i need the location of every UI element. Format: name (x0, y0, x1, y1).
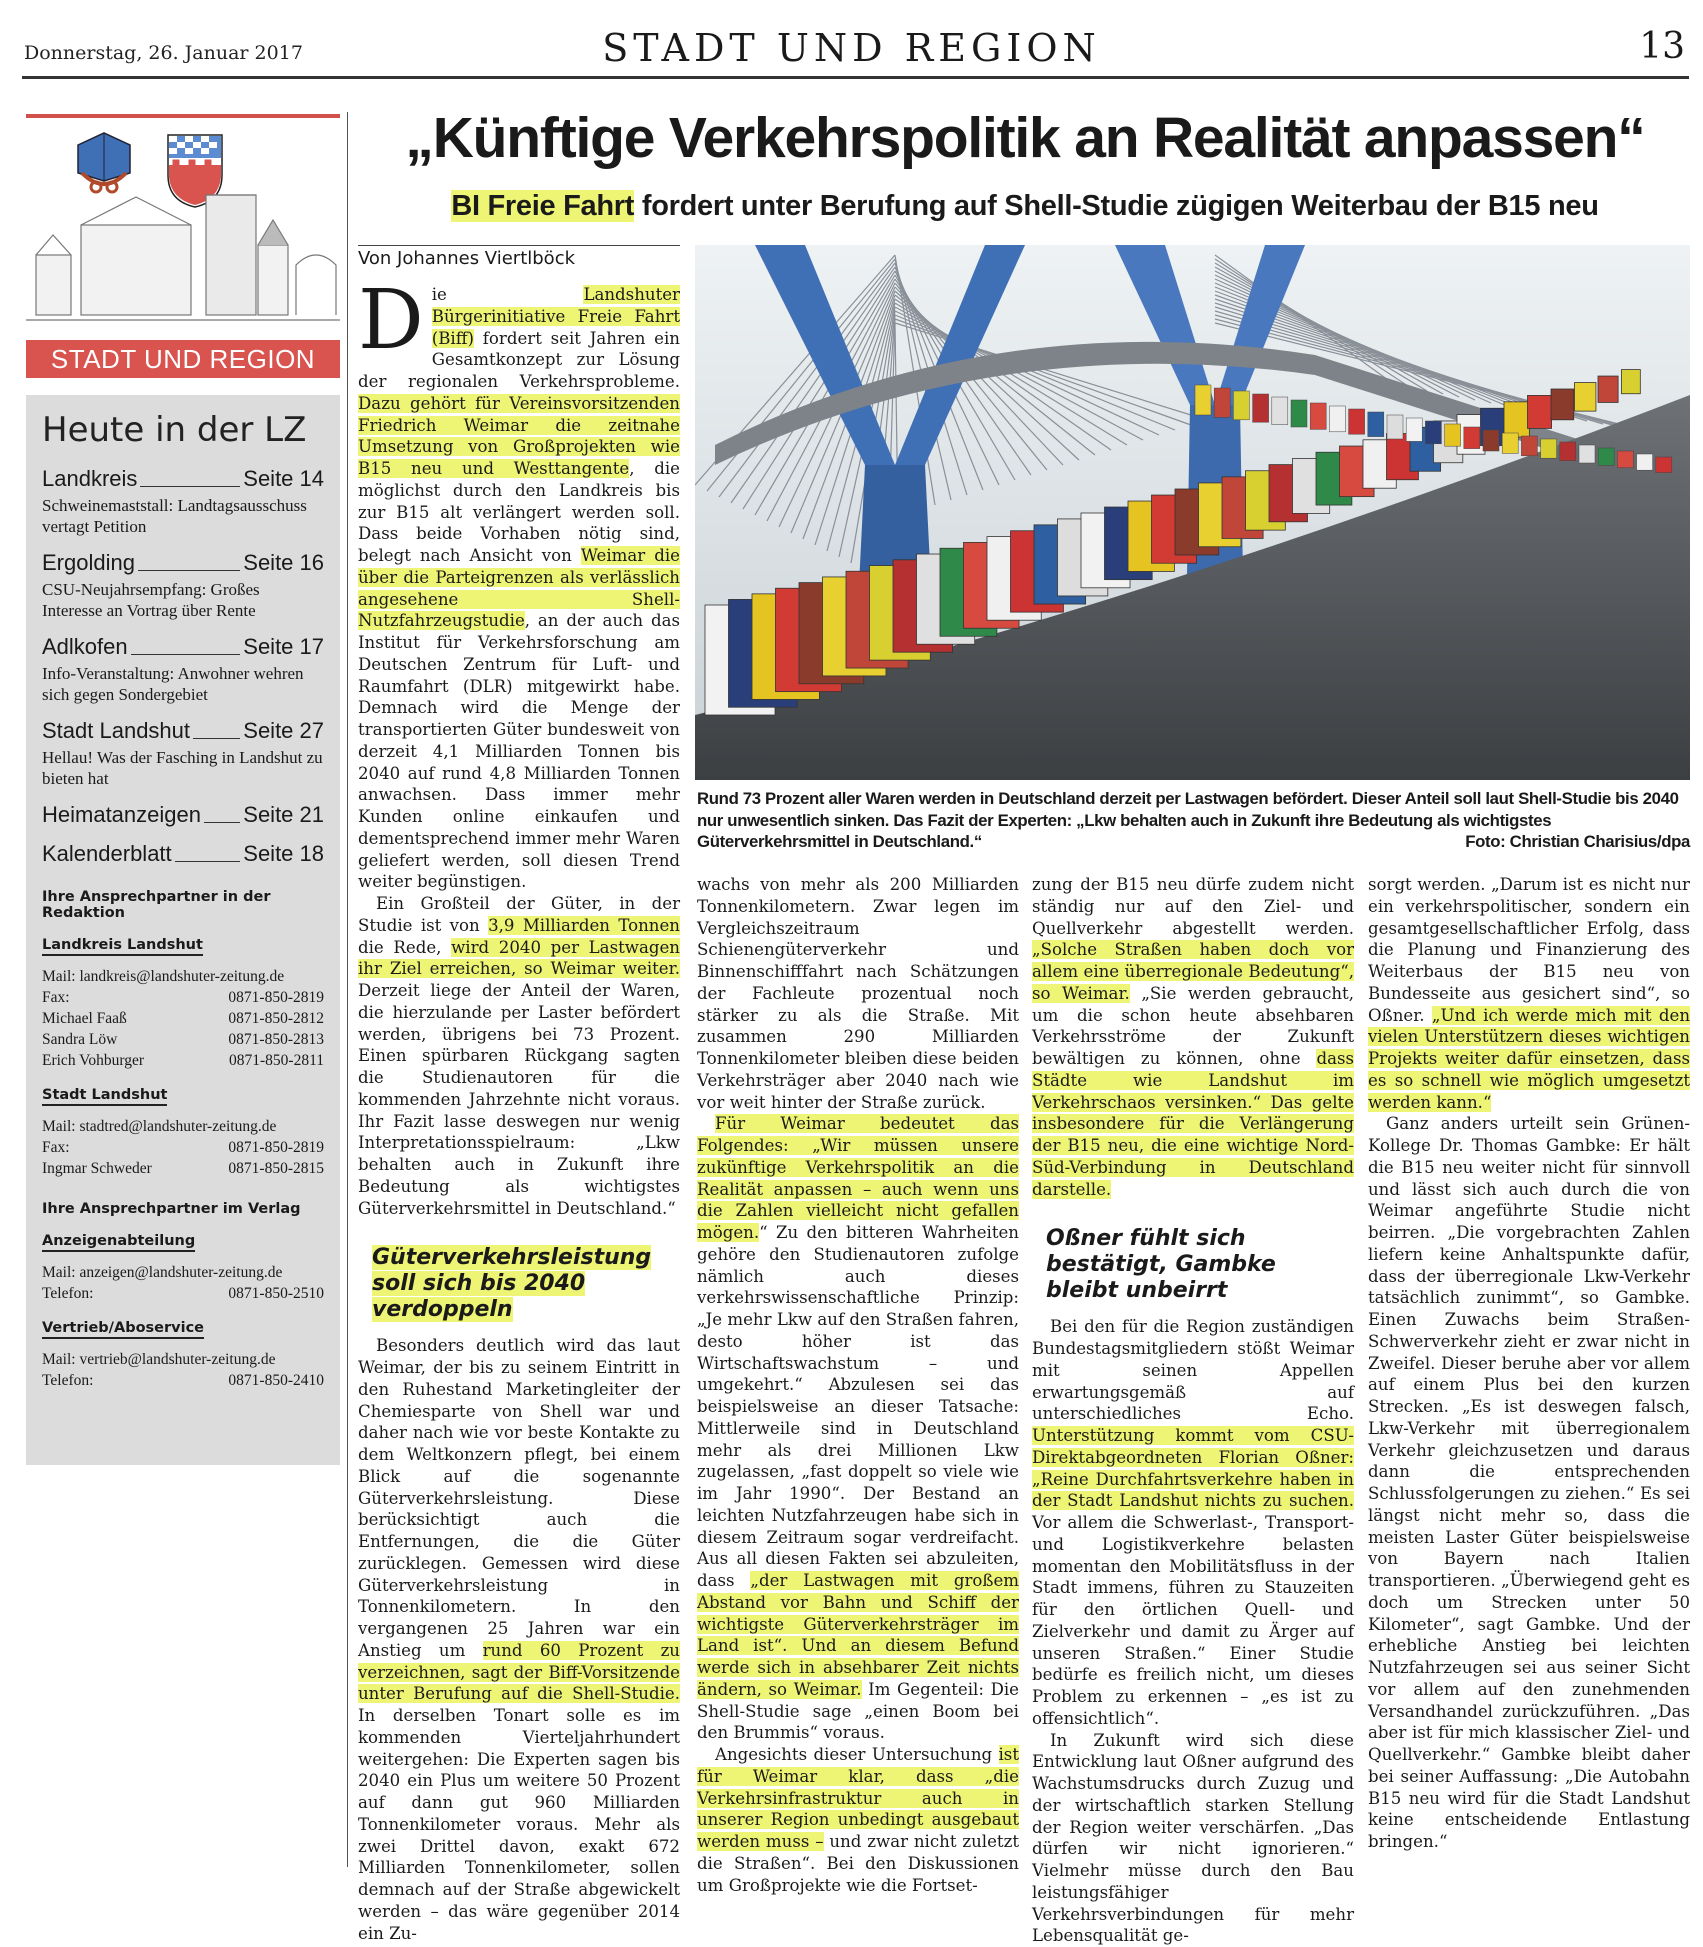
contact-name: Telefon: (42, 1283, 93, 1304)
contact-row (42, 1029, 324, 1050)
sidebar-toc-item[interactable] (42, 802, 324, 828)
contact-row (42, 987, 324, 1008)
truck-shape (1253, 394, 1269, 422)
contact-block (42, 966, 324, 1071)
article-paragraph (1032, 874, 1354, 1200)
contact-phone: 0871-850-2410 (228, 1370, 324, 1391)
truck-shape (1598, 448, 1614, 465)
issue-date: Donnerstag, 26. Januar 2017 (24, 42, 303, 64)
contact-block (42, 1349, 324, 1391)
truck-shape (1368, 412, 1384, 437)
article-paragraph (697, 1113, 1019, 1744)
sidebar-toc-item[interactable] (42, 550, 324, 621)
sidebar-toc-item[interactable] (42, 718, 324, 789)
article-paragraph (1032, 1316, 1354, 1729)
article-subheading (1032, 1226, 1354, 1304)
highlighted-text: Landshuter Bürgerinitiative Freie Fahrt (Biff) (432, 285, 680, 348)
byline: Von Johannes Viertlböck (358, 248, 575, 269)
truck-shape (1656, 457, 1672, 473)
contact-row (42, 1050, 324, 1071)
truck-shape (1617, 451, 1633, 468)
article-paragraph (358, 1335, 680, 1944)
highlighted-text: Güterverkehrsleistung soll sich bis 2040 verdoppeln (372, 1245, 651, 1322)
highlighted-text: 3,9 Milliarden Tonnen (488, 916, 680, 935)
toc-page: Seite 16 (243, 550, 324, 576)
contact-section-heading: Ihre Ansprechpartner in der Redaktion (42, 889, 324, 921)
truck-shape (1349, 409, 1365, 434)
article-column-4 (1368, 874, 1690, 1853)
article-photo-bridge-trucks (695, 245, 1690, 780)
section-banner: STADT UND REGION (26, 340, 340, 378)
header-rule (22, 76, 1689, 79)
toc-page: Seite 27 (243, 718, 324, 744)
text-run: fordert seit Jahren ein Gesamtkonzept zur Lösung der regionalen Verkehrsprobleme. (358, 329, 680, 392)
contact-name: Sandra Löw (42, 1029, 117, 1050)
contact-phone: 0871-850-2510 (228, 1283, 324, 1304)
toc-leader-line (140, 486, 240, 487)
sidebar-toc-item[interactable] (42, 634, 324, 705)
toc-page: Seite 17 (243, 634, 324, 660)
toc-label: Heimatanzeigen (42, 802, 201, 828)
article-headline: „Künftige Verkehrspolitik an Realität anpassen“ (360, 105, 1690, 171)
highlighted-text: rund 60 Prozent zu verzeichnen, sagt der Biff-Vorsitzende unter Berufung auf die Shell-Studie. (358, 1641, 680, 1704)
subhead-highlight: BI Freie Fahrt (451, 190, 634, 222)
text-run: und zwar nicht zuletzt die Straßen“. Bei den Diskussionen um Großprojekte wie die Fortset- (697, 1832, 1019, 1895)
contact-row (42, 1283, 324, 1304)
truck-shape (1464, 427, 1480, 449)
contact-name: Fax: (42, 1137, 70, 1158)
text-run: Oßner fühlt sich bestätigt, Gambke bleibt unbeirrt (1046, 1226, 1276, 1303)
toc-description: CSU-Neujahrsempfang: Großes Interesse an Vortrag über Rente (42, 579, 324, 621)
contact-row (42, 1370, 324, 1391)
truck-shape (1483, 430, 1499, 451)
highlighted-text: ist für Weimar klar, dass „die Verkehrsinfrastruktur auch in unserer Region unbedingt ausgebaut werden muss – (697, 1745, 1019, 1851)
truck-shape (1233, 391, 1249, 420)
toc-leader-line (131, 654, 241, 655)
truck-shape (1541, 439, 1557, 458)
contact-block (42, 1116, 324, 1179)
truck-shape (1445, 424, 1461, 446)
article-column-3 (1032, 874, 1354, 1947)
text-run: Bei den für die Region zuständigen Bundestagsmitgliedern stößt Weimar mit seinen Appellen erwartungsgemäß auf unterschiedliches Echo. (1032, 1317, 1354, 1423)
highlighted-text: wird 2040 per Lastwagen ihr Ziel erreichen, so Weimar weiter. (358, 938, 680, 979)
toc-description: Hellau! Was der Fasching in Landshut zu bieten hat (42, 747, 324, 789)
truck-shape (1387, 415, 1403, 439)
text-run: zung der B15 neu dürfe zudem nicht ständig nur auf den Ziel- und Quellverkehr abgestellt werden. (1032, 875, 1354, 938)
text-run: „Sie werden gebraucht, um die schon heute absehbaren Verkehrsströme der Zukunft bewältigen zu können, ohne (1032, 984, 1354, 1068)
photo-credit: Foto: Christian Charisius/dpa (1465, 831, 1690, 853)
contact-group-heading: Vertrieb/Aboservice (42, 1320, 204, 1339)
truck-shape (1310, 403, 1326, 429)
truck-shape (1622, 370, 1641, 394)
truck-shape (1291, 400, 1307, 427)
toc-description: Schweinemaststall: Landtagsausschuss vertagt Petition (42, 495, 324, 537)
toc-leader-line (193, 738, 240, 739)
toc-page: Seite 14 (243, 466, 324, 492)
contact-section-heading: Ihre Ansprechpartner im Verlag (42, 1201, 324, 1217)
truck-shape (1195, 385, 1211, 415)
sidebar-toc-item[interactable] (42, 841, 324, 867)
contact-name: Erich Vohburger (42, 1050, 144, 1071)
sidebar-title: Heute in der LZ (42, 410, 306, 450)
text-run: Im Gegenteil: Die Shell-Studie sage „einen Boom bei den Brummis“ voraus. (697, 1680, 1019, 1743)
drop-cap: D (358, 288, 424, 354)
toc-leader-line (138, 570, 240, 571)
text-run: , an der auch das Institut für Verkehrsforschung am Deutschen Zentrum für Luft- und Raumfahrt (DLR) mitgewirkt habe. Demnach wird die Menge der transportierten Güter bundesweit von derzeit 4,1 Milliarden Tonnen bis 2040 auf rund 4,8 Milliarden Tonnen anwachsen. Dass immer mehr Kunden online einkaufen und dementsprechend immer mehr Waren geliefert werden, soll diesen Trend weiter begünstigen. (358, 611, 680, 891)
contact-phone: 0871-850-2819 (228, 1137, 324, 1158)
contact-phone: 0871-850-2819 (228, 987, 324, 1008)
contact-row (42, 1137, 324, 1158)
article-subheading (358, 1245, 680, 1323)
byline-rule (358, 245, 680, 246)
toc-leader-line (175, 861, 241, 862)
contact-email-link[interactable]: Mail: anzeigen@landshuter-zeitung.de (42, 1262, 324, 1283)
contact-name: Michael Faaß (42, 1008, 127, 1029)
text-run: sorgt werden. „Darum ist es nicht nur ein verkehrspolitischer, sondern ein gesamtgesellschaftlicher Erfolg, dass die Planung und Finanzierung des Weiterbaus der B15 neu von Bundesseite aus gesichert sind“, so Oßner. (1368, 875, 1690, 1025)
truck-shape (1502, 433, 1518, 453)
article-paragraph (1368, 1113, 1690, 1853)
article-paragraph (358, 284, 680, 893)
toc-label: Kalenderblatt (42, 841, 172, 867)
truck-shape (1575, 383, 1596, 412)
toc-page: Seite 21 (243, 802, 324, 828)
truck-shape (1598, 376, 1618, 402)
contact-phone: 0871-850-2812 (228, 1008, 324, 1029)
highlighted-text: „Solche Straßen haben doch vor allem eine überregionale Bedeutung“, so Weimar. (1032, 940, 1354, 1003)
text-run: In Zukunft wird sich diese Entwicklung laut Oßner aufgrund des Wachstumsdrucks durch Zuzug und der wirtschaftlich starken Stellung der Region weiter verschärfen. „Das dürfen wir nicht ignorieren.“ Vielmehr müsse durch den Bau leistungsfähiger Verkehrsverbindungen für mehr Lebensqualität ge- (1032, 1731, 1354, 1946)
article-column-1 (358, 284, 680, 1944)
contact-phone: 0871-850-2811 (229, 1050, 324, 1071)
contact-block (42, 1262, 324, 1304)
contact-phone: 0871-850-2813 (228, 1029, 324, 1050)
highlighted-text: dass Städte wie Landshut im Verkehrschaos versinken.“ Das gelte insbesondere für die Verlängerung der B15 neu, die eine wichtige Nord-Süd-Verbindung in Deutschland darstelle. (1032, 1049, 1354, 1199)
toc-description: Info-Veranstaltung: Anwohner wehren sich gegen Sondergebiet (42, 663, 324, 705)
contact-group-heading: Stadt Landshut (42, 1087, 167, 1106)
contact-name: Ingmar Schweder (42, 1158, 152, 1179)
truck-shape (1579, 445, 1595, 463)
text-run: Angesichts dieser Untersuchung (715, 1745, 999, 1764)
text-run: “ Zu den bitteren Wahrheiten gehöre den Studienautoren zufolge nämlich auch dieses verkehrswissenschaftliche Prinzip: „Je mehr Lkw auf den Straßen fahren, desto höher ist das Wirtschaftswachstum – und umgekehrt.“ Abzulesen sei das beispielsweise an dieser Tatsache: Mittlerweile sind in Deutschland mehr als drei Millionen Lkw zugelassen, „fast doppelt so viele wie im Jahr 1990“. Der Bestand an leichten Nutzfahrzeugen habe sich in diesem Zeitraum sogar verdreifacht. Aus all diesen Fakten sei abzuleiten, dass (697, 1223, 1019, 1590)
toc-page: Seite 18 (243, 841, 324, 867)
truck-shape (1214, 388, 1230, 417)
truck-shape (1528, 395, 1552, 428)
truck-shape (1637, 454, 1653, 470)
contact-phone: 0871-850-2815 (228, 1158, 324, 1179)
text-run: Besonders deutlich wird das laut Weimar, der bis zu seinem Eintritt in den Ruhestand Marketingleiter der Chemiesparte von Shell war und daher nach wie vor beste Kontakte zu dem Weltkonzern pflegt, bei einem Blick auf die sogenannte Güterverkehrsleistung. Diese berücksichtigt auch die Entfernungen, die die Güter zurücklegen. Gemessen wird diese Güterverkehrsleistung in Tonnenkilometern. In den vergangenen 25 Jahren war ein Anstieg um (358, 1336, 680, 1660)
highlighted-text: Unterstützung kommt vom CSU-Direktabgeordneten Florian Oßner: „Reine Durchfahrtsverkehre haben in der Stadt Landshut nichts zu suchen. (1032, 1426, 1354, 1510)
toc-label: Stadt Landshut (42, 718, 190, 744)
toc-leader-line (204, 822, 240, 823)
contact-email-link[interactable]: Mail: stadtred@landshuter-zeitung.de (42, 1116, 324, 1137)
photo-caption (697, 788, 1690, 853)
article-paragraph (1368, 874, 1690, 1113)
contact-group-heading: Landkreis Landshut (42, 937, 203, 956)
truck-shape (1504, 402, 1529, 437)
text-run: Vor allem die Schwerlast-, Transport- und Logistikverkehre belasten momentan den Mobilitätsfluss in der Stadt immens, führen zu Stauzeiten für den örtlichen Quell- und Zielverkehr und damit zu Ärger auf unseren Straßen.“ Einer Studie bedürfe es freilich nicht, um dieses Problem zu erkennen – „es ist zu offensichtlich“. (1032, 1513, 1354, 1728)
contact-row (42, 1008, 324, 1029)
toc-label: Landkreis (42, 466, 137, 492)
truck-shape (1272, 397, 1288, 425)
contact-name: Telefon: (42, 1370, 93, 1391)
highlighted-text: Für Weimar bedeutet das Folgendes: „Wir müssen unsere zukünftige Verkehrspolitik an die Realität anpassen – auch wenn uns die Zahlen vielleicht nicht gefallen mögen. (697, 1114, 1019, 1242)
contact-group-heading: Anzeigenabteilung (42, 1233, 195, 1252)
text-run: Derzeit liege der Anteil der Waren, die hierzulande per Laster befördert werden, übrigens bei 73 Prozent. Einen spürbaren Rückgang sagten die Studienautoren für die kommenden Jahrzehnte nicht voraus. Ihr Fazit lasse deswegen nur wenig Interpretationsspielraum: „Lkw behalten auch in Zukunft ihre Bedeutung als wichtigstes Güterverkehrsmittel in Deutschland.“ (358, 981, 680, 1218)
text-run: In derselben Tonart solle es im kommenden Vierteljahrhundert weitergehen: Die Experten sagen bis 2040 ein Plus um weitere 50 Prozent auf dann gut 960 Milliarden Tonnenkilometer voraus. Mehr als zwei Drittel davon, exakt 672 Milliarden Tonnenkilometer, sollen demnach auf der Straße abgewickelt werden – das wäre gegenüber 2014 ein Zu- (358, 1706, 680, 1943)
text-run: wachs von mehr als 200 Milliarden Tonnenkilometern. Zwar legen im Vergleichszeitraum Schienengüterverkehr und Binnenschifffahrt nach Schätzungen der Fachleute prozentual noch stärker zu als die Straße. Mit zusammen 290 Milliarden Tonnenkilometer bleiben diese beiden Verkehrsträger aber 2040 nach wie vor weit hinter der Straße zurück. (697, 875, 1019, 1112)
landkreis-crest-icon (78, 133, 130, 192)
highlighted-text: Weimar die über die Parteigrenzen als verlässlich angesehene Shell-Nutzfahrzeugstudie (358, 546, 680, 630)
highlighted-text: „Und ich werde mich mit den vielen Unterstützern dieses wichtigen Projekts weiter dafür einsetzen, dass es so schnell wie möglich umgesetzt werden kann.“ (1368, 1006, 1690, 1112)
article-paragraph (697, 1744, 1019, 1896)
contact-row (42, 1158, 324, 1179)
caption-text: Rund 73 Prozent aller Waren werden in Deutschland derzeit per Lastwagen befördert. Dieser Anteil soll laut Shell-Studie bis 2040 nur unwesentlich sinken. Das Fazit der Experten: „Lkw behalten auch in Zukunft ihre Bedeutung als wichtigstes Güterverkehrsmittel in Deutschland.“ (697, 789, 1679, 851)
sidebar-toc-item[interactable] (42, 466, 324, 537)
sidebar-top-rule (26, 114, 340, 118)
article-paragraph (358, 893, 680, 1219)
truck-shape (1560, 442, 1576, 461)
highlighted-text: „der Lastwagen mit großem Abstand vor Bahn und Schiff der wichtigste Güterverkehrsträger im Land ist“. Und an diesem Befund werde sich in absehbarer Zeit nichts ändern, so Weimar. (697, 1571, 1019, 1699)
contact-name: Fax: (42, 987, 70, 1008)
column-divider (347, 112, 348, 1867)
section-title: STADT UND REGION (0, 26, 1703, 70)
truck-shape (1329, 406, 1345, 432)
article-paragraph (1032, 1730, 1354, 1947)
article-paragraph (697, 874, 1019, 1113)
highlighted-text: Dazu gehört für Vereinsvorsitzenden Friedrich Weimar die zeitnahe Umsetzung von Großprojekten wie B15 neu und Westtangente (358, 394, 680, 478)
castle-sketch (26, 195, 340, 320)
contact-email-link[interactable]: Mail: landkreis@landshuter-zeitung.de (42, 966, 324, 987)
article-subheadline (360, 190, 1690, 223)
text-run: die Rede, (358, 938, 451, 957)
text-run: Ganz anders urteilt sein Grünen-Kollege Dr. Thomas Gambke: Er hält die B15 neu weiter nicht für sinnvoll und lässt sich auch durch die von Weimar angeführte Studie nicht beirren. „Die vorgebrachten Zahlen liefern keine Anhaltspunkte dafür, dass der überregionale Lkw-Verkehr tatsächlich zunimmt“, so Gambke. Einen Zuwachs beim Straßen-Schwerverkehr zieht er zwar nicht in Zweifel. Dieser beruhe aber vor allem auf einem Plus bei den kurzen Strecken. „Es ist deswegen falsch, Lkw-Verkehr mit überregionalem Verkehr gleichzusetzen und daraus dann die entsprechenden Schlussfolgerungen zu ziehen.“ Es sei längst nicht mehr so, dass die meisten Laster Güter beispielsweise von Bayern nach Italien transportieren. „Überwiegend geht es doch um Strecken unter 50 Kilometer“, sagt Gambke. Und der erhebliche Anstieg bei leichten Nutzfahrzeugen sei aus seiner Sicht vor allem auf den zunehmenden Versandhandel zurückzuführen. „Das aber ist für mich klassischer Ziel- und Quellverkehr.“ Gambke bleibt daher bei seiner Auffassung: „Die Autobahn B15 neu wird für die Stadt Landshut keine entscheidende Entlastung bringen.“ (1368, 1114, 1690, 1851)
text-run: , die möglichst durch den Landkreis bis zur B15 alt verlängert werden soll. Dass beide Vorhaben nötig sind, belegt nach Ansicht von (358, 459, 680, 565)
truck-shape (1551, 389, 1574, 420)
contact-email-link[interactable]: Mail: vertrieb@landshuter-zeitung.de (42, 1349, 324, 1370)
subhead-text: fordert unter Berufung auf Shell-Studie zügigen Weiterbau der B15 neu (634, 190, 1599, 222)
article-column-2 (697, 874, 1019, 1896)
text-run: ie (432, 285, 584, 304)
truck-shape (1406, 418, 1422, 441)
toc-label: Adlkofen (42, 634, 128, 660)
truck-shape (1521, 436, 1537, 456)
page-number: 13 (1639, 26, 1685, 67)
toc-label: Ergolding (42, 550, 135, 576)
truck-shape (1425, 421, 1441, 444)
sidebar-content (42, 466, 324, 1391)
coat-of-arms-and-castle-illustration (26, 125, 340, 345)
text-run: Ein Großteil der Güter, in der Studie ist von (358, 894, 680, 935)
